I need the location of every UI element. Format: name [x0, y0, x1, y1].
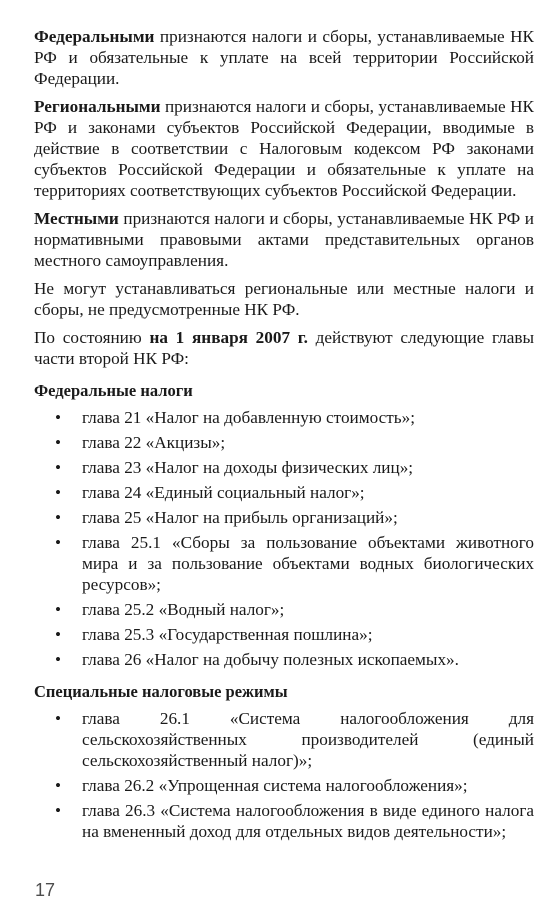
bullet-icon: •	[55, 433, 62, 452]
paragraph-local	[34, 208, 534, 271]
section-heading-federal-taxes: Федеральные налоги	[34, 381, 193, 400]
status-after: действуют следующие главы части второй НК РФ:	[34, 328, 535, 368]
bullet-icon: •	[55, 801, 62, 820]
paragraph-regional-text: признаются налоги и сборы, устанавливаемые НК РФ и законами субъектов Российской Федерации, вводимые в действие в соответствии с Налоговым кодексом РФ законами субъектов Российской Федерации и обязательные к уплате на территориях соответствующих субъектов Российской Федерации.	[34, 97, 534, 200]
list-item	[34, 708, 534, 771]
list-item-text: глава 22 «Акцизы»;	[82, 433, 226, 452]
term-federal: Федеральными	[34, 27, 155, 46]
list-item	[34, 482, 534, 503]
list-item	[34, 407, 534, 428]
list-item	[34, 432, 534, 453]
list-item-text: глава 25.3 «Государственная пошлина»;	[82, 625, 373, 644]
bullet-icon: •	[55, 508, 62, 527]
list-item-text: глава 26.1 «Система налогообложения для сельскохозяйственных производителей (единый сельскохозяйственный налог)»;	[82, 709, 534, 770]
bullet-icon: •	[55, 650, 62, 669]
status-before: По состоянию	[34, 328, 150, 347]
list-item-text: глава 25 «Налог на прибыль организаций»;	[82, 508, 398, 527]
special-regimes-list	[34, 708, 534, 842]
list-item	[34, 507, 534, 528]
list-item-text: глава 23 «Налог на доходы физических лиц»;	[82, 458, 414, 477]
list-item-text: глава 21 «Налог на добавленную стоимость»;	[82, 408, 415, 427]
list-item	[34, 775, 534, 796]
page-number: 17	[35, 880, 56, 900]
paragraph-federal-text: признаются налоги и сборы, устанавливаемые НК РФ и обязательные к уплате на всей территории Российской Федерации.	[34, 27, 534, 88]
list-item	[34, 624, 534, 645]
page-content	[34, 26, 534, 846]
list-item-text: глава 25.2 «Водный налог»;	[82, 600, 285, 619]
term-regional: Региональными	[34, 97, 161, 116]
bullet-icon: •	[55, 709, 62, 728]
status-date: на 1 января 2007 г.	[149, 328, 308, 347]
bullet-icon: •	[55, 483, 62, 502]
list-item-text: глава 26 «Налог на добычу полезных ископаемых».	[82, 650, 459, 669]
list-item	[34, 532, 534, 595]
list-item-text: глава 26.2 «Упрощенная система налогообложения»;	[82, 776, 468, 795]
list-item-text: глава 25.1 «Сборы за пользование объектами животного мира и за пользование объектами водных биологических ресурсов»;	[82, 533, 534, 594]
list-item-text: глава 26.3 «Система налогообложения в виде единого налога на вмененный доход для отдельных видов деятельности»;	[82, 801, 534, 841]
federal-taxes-list	[34, 407, 534, 670]
list-item	[34, 599, 534, 620]
bullet-icon: •	[55, 625, 62, 644]
paragraph-local-text: признаются налоги и сборы, устанавливаемые НК РФ и нормативными правовыми актами представительных органов местного самоуправления.	[34, 209, 534, 270]
section-heading-special-regimes: Специальные налоговые режимы	[34, 682, 288, 701]
bullet-icon: •	[55, 600, 62, 619]
bullet-icon: •	[55, 533, 62, 552]
list-item	[34, 457, 534, 478]
list-item	[34, 800, 534, 842]
paragraph-federal	[34, 26, 534, 89]
list-item-text: глава 24 «Единый социальный налог»;	[82, 483, 365, 502]
paragraph-status	[34, 327, 534, 369]
bullet-icon: •	[55, 408, 62, 427]
bullet-icon: •	[55, 458, 62, 477]
paragraph-note: Не могут устанавливаться региональные или местные налоги и сборы, не предусмотренные НК РФ.	[34, 279, 534, 319]
paragraph-regional	[34, 96, 534, 201]
term-local: Местными	[34, 209, 119, 228]
bullet-icon: •	[55, 776, 62, 795]
list-item	[34, 649, 534, 670]
